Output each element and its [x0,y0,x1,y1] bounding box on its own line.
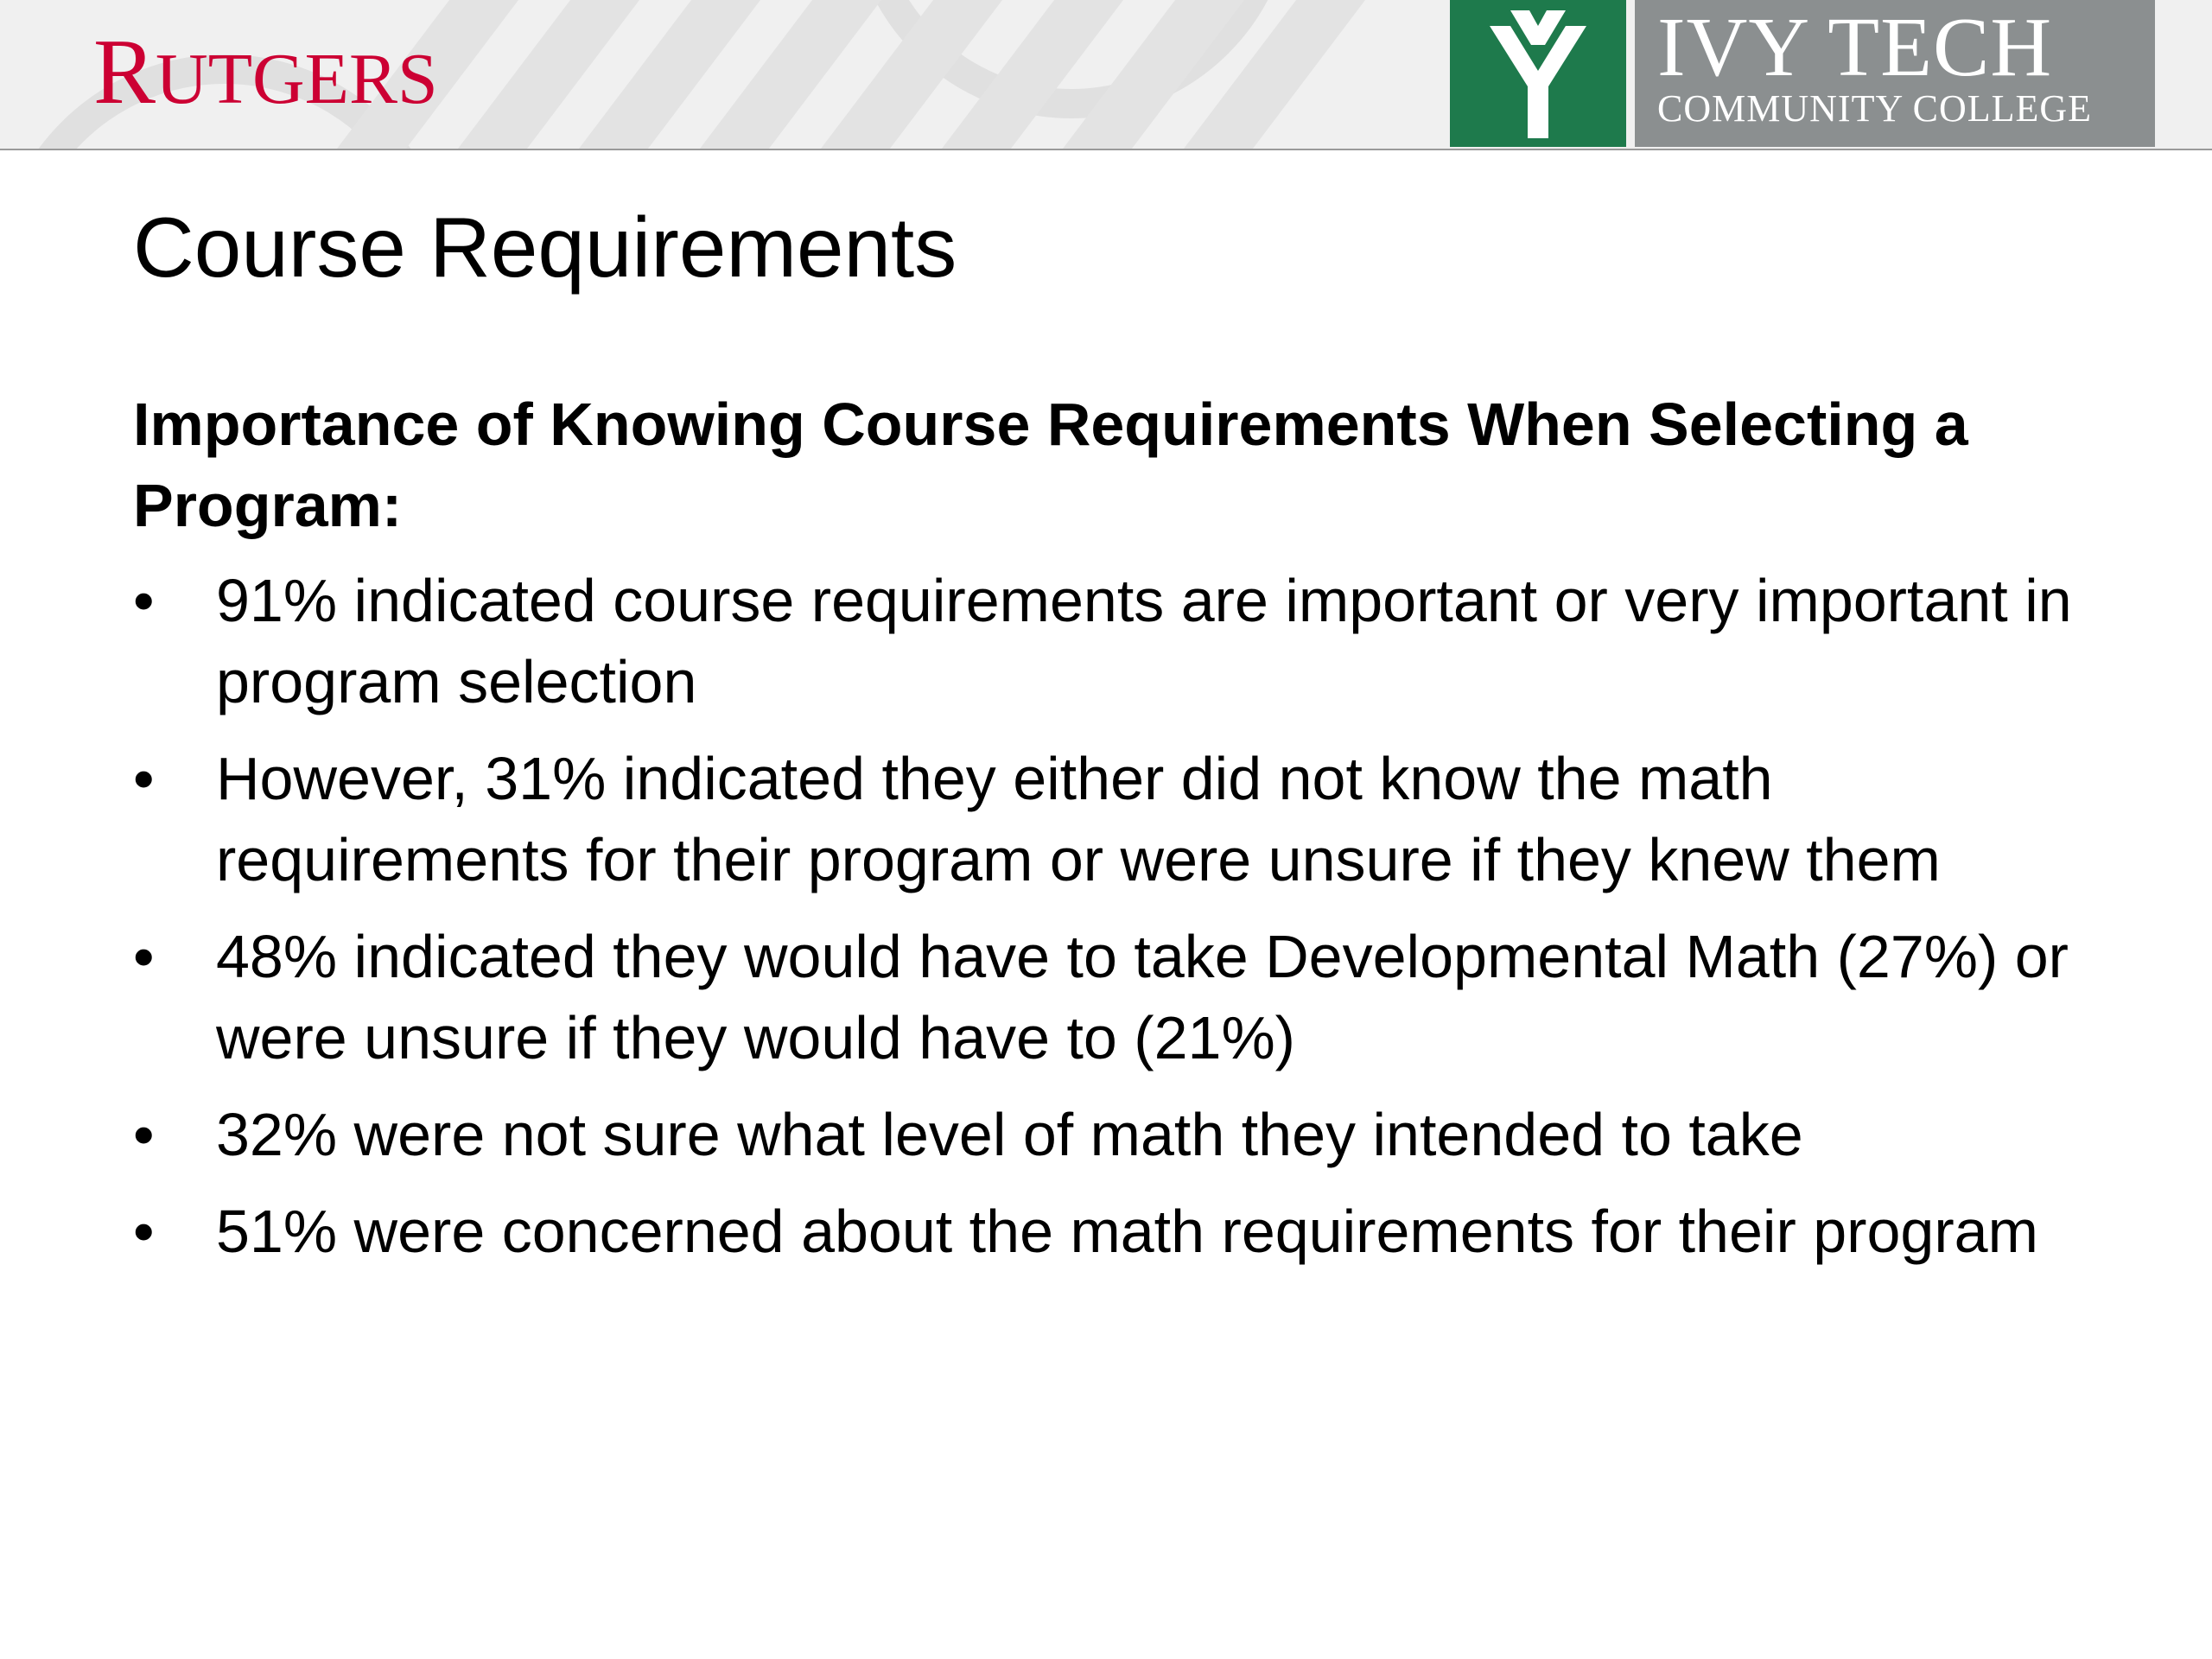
bullet-item [133,560,2120,722]
bullet-item [133,1191,2120,1272]
ivy-tech-subtitle: COMMUNITY COLLEGE [1657,87,2092,130]
ivy-leaf-icon [1450,0,1626,147]
bullet-dot-icon: • [133,745,155,812]
header-divider [0,149,2212,150]
bullet-text: 48% indicated they would have to take Developmental Math (27%) or were unsure if they would have to (21%) [216,923,2069,1071]
slide-title: Course Requirements [133,200,957,295]
bullet-dot-icon: • [133,1198,155,1265]
bullet-item [133,916,2120,1078]
bullet-dot-icon: • [133,923,155,990]
bullet-text: 32% were not sure what level of math they intended to take [216,1101,1803,1168]
ivy-tech-logo [1450,0,2155,147]
bullet-dot-icon: • [133,567,155,634]
bullet-list [133,560,2120,1272]
subheading: Importance of Knowing Course Requirements When Selecting a Program: [133,391,1968,539]
bullet-text: 91% indicated course requirements are important or very important in program selection [216,567,2072,715]
bullet-text: 51% were concerned about the math requirements for their program [216,1198,2038,1265]
bullet-item [133,1094,2120,1175]
rutgers-logo: RUTGERS [93,21,438,124]
header-banner [0,0,2212,149]
bullet-text: However, 31% indicated they either did not know the math requirements for their program or were unsure if they knew them [216,745,1941,893]
ivy-tech-name: IVY TECH [1657,1,2053,94]
bullet-dot-icon: • [133,1101,155,1168]
slide-content [133,384,2120,1287]
bullet-item [133,738,2120,900]
